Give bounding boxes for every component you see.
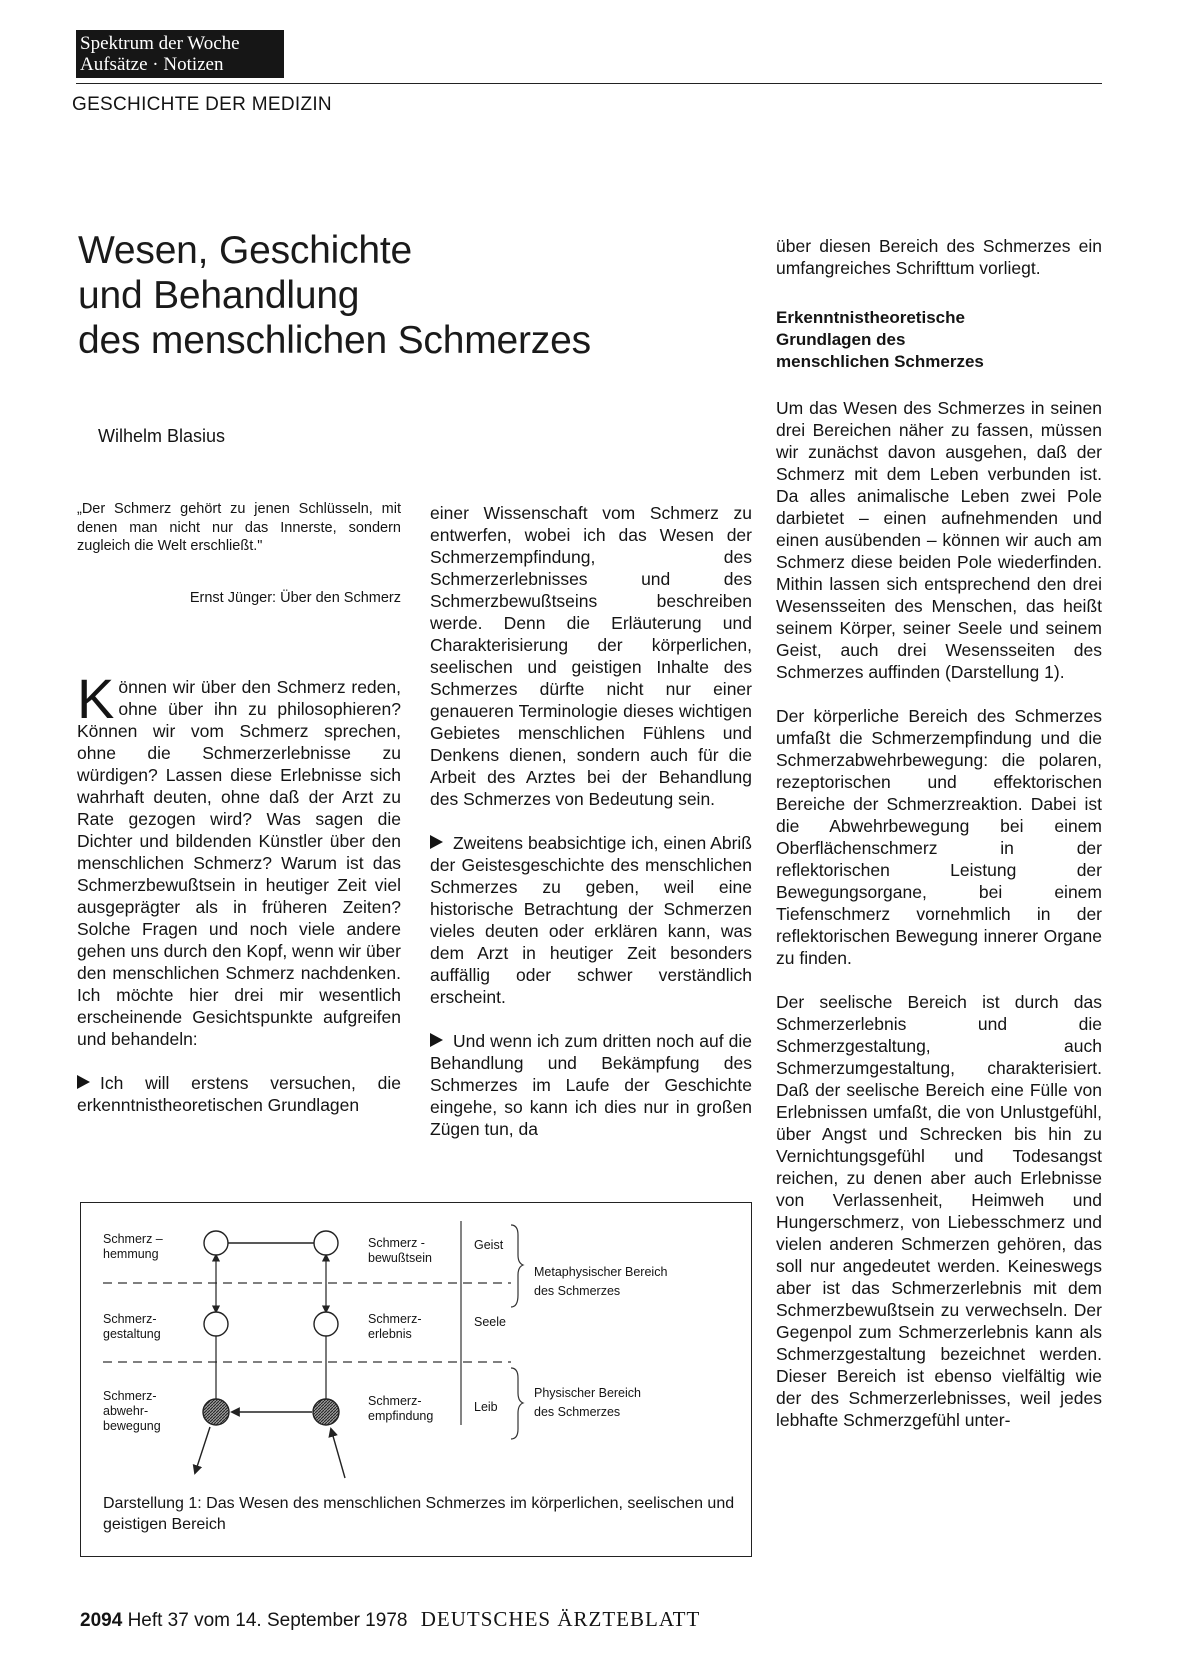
point-1-paragraph: Ich will erstens versuchen, die erkenntnistheoretischen Grundlagen [77,1073,401,1115]
subheading [776,307,1102,373]
node-inhibition [204,1231,228,1255]
node-shaping [204,1312,228,1336]
label-experience: Schmerz- erlebnis [368,1312,422,1341]
title-line-1: Wesen, Geschichte [78,229,413,272]
label-inhibition: Schmerz – hemmung [103,1232,163,1261]
article-title [78,228,591,363]
node-experience [314,1312,338,1336]
node-consciousness [314,1231,338,1255]
section-badge [76,30,284,78]
header-rule [76,83,1102,84]
intro-paragraph: Können wir über den Schmerz reden, ohne über ihn zu philosophieren? Können wir vom Schmerz sprechen, ohne die Schmerzerlebnisse zu würdigen? Lassen diese Erlebnisse sich wahrhaft deuten, ohne daß der Arzt zu Rate gezogen wird? Was sagen die Dichter und bildenden Künstler über den menschlichen Schmerz? Warum ist das Schmerzbewußtsein in heutiger Zeit viel ausgeprägter als in früheren Zeiten? Solche Fragen und noch viele andere gehen uns durch den Kopf, wenn wir über den menschlichen Schmerz nachdenken. Ich möchte hier drei mir wesentlich erscheinende Gesichtspunkte aufgreifen und behandeln: [77,667,401,1049]
label-shaping: Schmerz- gestaltung [103,1312,161,1341]
column3-continuation: über diesen Bereich des Schmerzes ein umfangreiches Schrifttum vorliegt. [776,236,1102,278]
bracket-label-metaphysical: Metaphysischer Bereich des Schmerzes [534,1265,668,1298]
label-consciousness: Schmerz - bewußtsein [368,1236,432,1265]
badge-line-1: Spektrum der Woche [80,33,240,54]
arrow-efferent [195,1427,210,1473]
subheading-line-1: Erkenntnistheoretische [776,308,965,327]
label-sensation: Schmerz- empfindung [368,1394,434,1423]
column-1 [77,667,401,1116]
drop-cap: K [77,667,115,730]
issue-info: Heft 37 vom 14. September 1978 [127,1610,408,1631]
point-3-paragraph: Und wenn ich zum dritten noch auf die Behandlung und Bekämpfung des Schmerzes im Laufe der Geschichte eingehe, so kann ich dies nur in großen Zügen tun, da [430,1031,752,1139]
page-number: 2094 [80,1610,123,1631]
arrow-afferent [331,1429,345,1478]
node-defense [203,1399,229,1425]
column-3 [776,235,1102,1431]
title-line-2: und Behandlung [78,274,360,317]
epigraph-source: Ernst Jünger: Über den Schmerz [189,590,401,606]
page-footer [80,1607,700,1632]
bullet-triangle-icon [430,835,443,849]
column-2 [430,502,752,1140]
bracket-physical [511,1368,523,1439]
subheading-line-3: menschlichen Schmerzes [776,352,984,371]
column2-paragraph-1: einer Wissenschaft vom Schmerz zu entwerfen, wobei ich das Wesen der Schmerzempfindung, des Schmerzerlebnisses und des Schmerzbewußtseins beschreiben werde. Denn die Erläuterung und Charakterisierung der körperlichen, seelischen und geistigen Inhalte des Schmerzes dürfte nicht nur einer genaueren Terminologie dieses wichtigen Gebietes menschlichen Fühlens und Denkens dienen, sondern auch für die Arbeit des Arztes bei der Behandlung des Schmerzes von Bedeutung sein. [430,503,752,809]
bracket-label-physical: Physischer Bereich des Schmerzes [534,1386,641,1419]
figure-diagram [80,1202,752,1557]
bracket-metaphysical [511,1225,523,1307]
epigraph: „Der Schmerz gehört zu jenen Schlüsseln, mit denen man nicht nur das Innerste, sondern zugleich die Welt erschließt." [77,501,401,554]
bullet-triangle-icon [430,1033,443,1047]
level-body: Leib [474,1400,498,1414]
journal-name: DEUTSCHES ÄRZTEBLATT [420,1607,701,1631]
title-line-3: des menschlichen Schmerzes [78,319,591,362]
level-mind: Geist [474,1238,504,1252]
bullet-triangle-icon [77,1075,90,1089]
column3-paragraph-3: Der seelische Bereich ist durch das Schmerzerlebnis und die Schmerzgestaltung, auch Schmerzumgestaltung, charakterisiert. Daß der seelische Bereich eine Fülle von Erlebnissen umfaßt, die von Unlustgefühl, über Angst und Schrecken bis hin zu Vernichtungsgefühl und Todesangst reichen, zu denen aber auch Erlebnisse von Verlassenheit, Heimweh und Hungerschmerz, von Liebesschmerz und vielen anderen Schmerzen gehören, das soll nur angedeutet werden. Keineswegs aber ist das Schmerzerlebnis mit dem Schmerzbewußtsein zu verwechseln. Der Gegenpol zum Schmerzerlebnis kann als Schmerzgestaltung bezeichnet werden. Dieser Bereich ist ebenso vielfältig wie der des Schmerzerlebnisses, weil jedes lebhafte Schmerzgefühl unter- [776,992,1102,1430]
badge-line-2: Aufsätze · Notizen [80,54,224,75]
point-2-paragraph: Zweitens beabsichtige ich, einen Abriß der Geistesgeschichte des menschlichen Schmerzes zu geben, weil eine historische Betrachtung der Schmerzen vieles deuten oder erklären kann, was dem Arzt in heutiger Zeit besonders auffällig oder schwer verständlich erscheint. [430,833,752,1007]
section-heading: GESCHICHTE DER MEDIZIN [72,94,332,115]
column3-paragraph-2: Der körperliche Bereich des Schmerzes umfaßt die Schmerzempfindung und die Schmerzabwehrbewegung: die polaren, rezeptorischen und effektorischen Bereiche der Schmerzreaktion. Dabei ist die Abwehrbewegung bei einem Oberflächenschmerz in der reflektorischen Leistung der Bewegungsorgane, bei einem Tiefenschmerz vornehmlich in der reflektorischen Bewegung innerer Organe zu finden. [776,706,1102,968]
subheading-line-2: Grundlagen des [776,330,906,349]
level-soul: Seele [474,1315,506,1329]
author: Wilhelm Blasius [98,426,226,446]
node-sensation [313,1399,339,1425]
column3-paragraph-1: Um das Wesen des Schmerzes in seinen drei Bereichen näher zu fassen, müssen wir zunächst davon ausgehen, daß der Schmerz mit dem Leben verbunden ist. Da alles animalische Leben zwei Pole darbietet – einen aufnehmenden und einen ausübenden – können wir auch am Schmerz diese beiden Pole wiederfinden. Mithin lassen sich entsprechend den drei Wesensseiten des Menschen, das heißt seinem Körper, seiner Seele und seinem Geist, auch drei Wesensseiten des Schmerzes auffinden (Darstellung 1). [776,398,1102,682]
label-defense: Schmerz- abwehr- bewegung [103,1389,161,1433]
figure-caption: Darstellung 1: Das Wesen des menschlichen Schmerzes im körperlichen, seelischen und geistigen Bereich [103,1495,735,1533]
